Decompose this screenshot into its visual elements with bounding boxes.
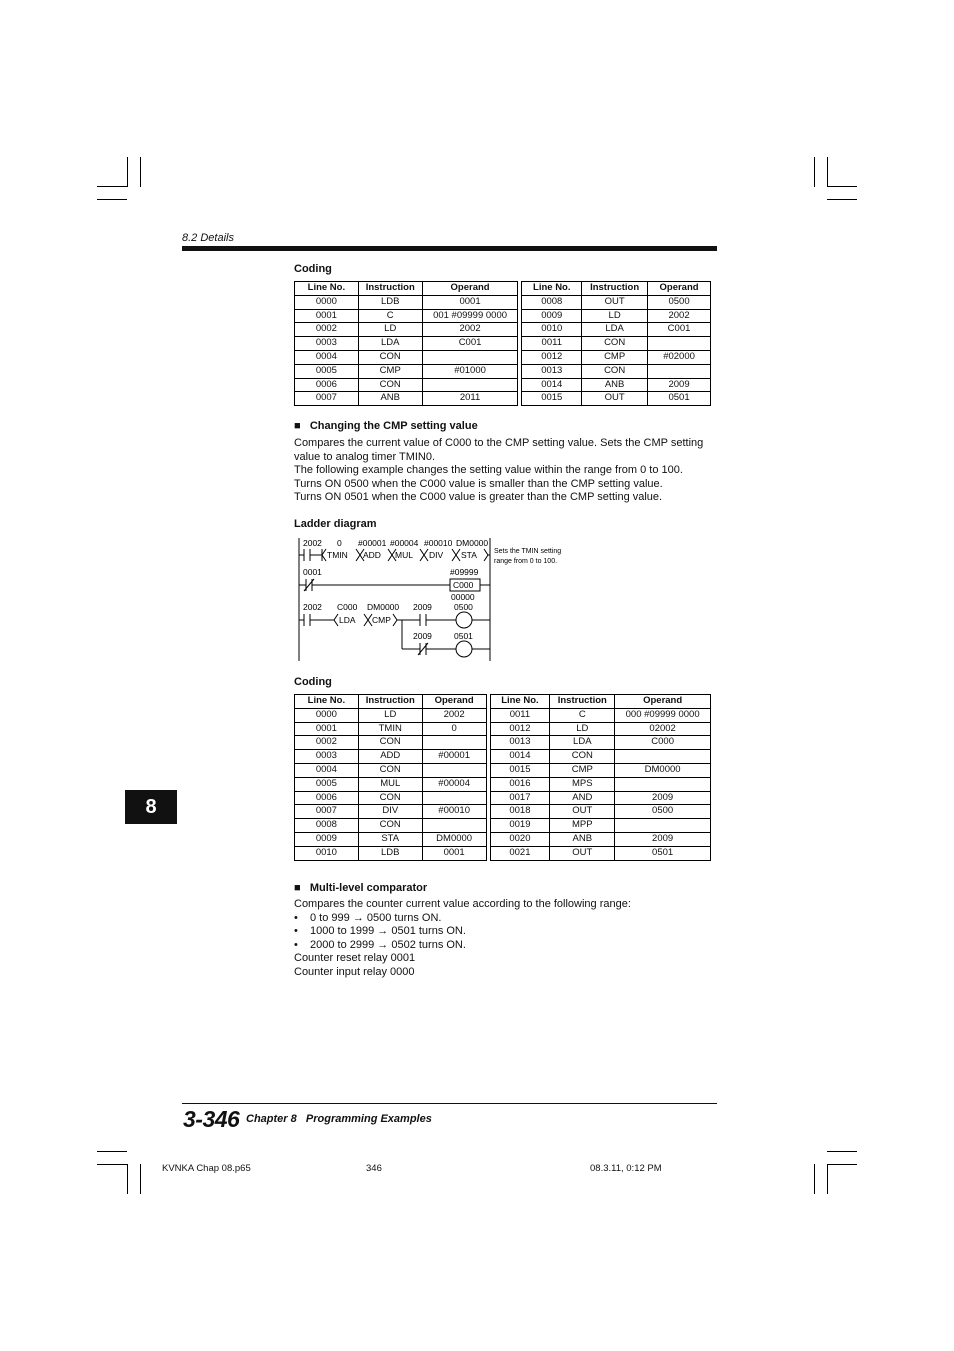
col-header: Line No. bbox=[490, 695, 550, 709]
table-row bbox=[295, 337, 711, 351]
table-cell: LDB bbox=[358, 295, 422, 309]
table-cell: DM0000 bbox=[615, 763, 711, 777]
table-header-row bbox=[295, 695, 711, 709]
table-row bbox=[295, 736, 711, 750]
cmp-description bbox=[294, 437, 703, 505]
ladder-label: C000 bbox=[337, 602, 358, 612]
ladder-label: #00001 bbox=[358, 538, 387, 548]
table-cell: 0000 bbox=[295, 295, 359, 309]
table-cell: CON bbox=[358, 791, 422, 805]
table-cell: #01000 bbox=[422, 364, 518, 378]
table-cell: LD bbox=[358, 708, 422, 722]
coding-title-1: Coding bbox=[294, 263, 332, 275]
table-cell: ANB bbox=[582, 378, 648, 392]
cmp-title-text: Changing the CMP setting value bbox=[309, 420, 478, 432]
table-cell: CON bbox=[358, 378, 422, 392]
table-cell: C000 bbox=[615, 736, 711, 750]
table-cell: CMP bbox=[358, 364, 422, 378]
crop-mark bbox=[97, 1151, 127, 1152]
crop-mark bbox=[97, 186, 127, 187]
col-header: Line No. bbox=[522, 282, 582, 296]
table-cell: 0007 bbox=[295, 805, 359, 819]
bullet-item: • 2000 to 2999 → 0502 turns ON. bbox=[294, 938, 466, 951]
text-line: Turns ON 0500 when the C000 value is smaller than the CMP setting value. bbox=[294, 477, 663, 490]
table-cell: #02000 bbox=[648, 350, 711, 364]
table-cell: 0000 bbox=[295, 708, 359, 722]
ladder-label: 0501 bbox=[454, 631, 473, 641]
table-cell: 0001 bbox=[422, 295, 518, 309]
chapter-title: Chapter 8 Programming Examples bbox=[246, 1113, 432, 1125]
table-row bbox=[295, 777, 711, 791]
ladder-title: Ladder diagram bbox=[294, 518, 377, 530]
col-header: Line No. bbox=[295, 695, 359, 709]
table-cell: 0018 bbox=[490, 805, 550, 819]
col-header: Operand bbox=[422, 282, 518, 296]
crop-mark bbox=[827, 157, 828, 187]
table-row bbox=[295, 323, 711, 337]
coding-table-1 bbox=[294, 281, 711, 406]
header-rule bbox=[182, 246, 717, 251]
table-row bbox=[295, 708, 711, 722]
ladder-note: range from 0 to 100. bbox=[494, 558, 558, 565]
crop-mark bbox=[827, 199, 857, 200]
col-header: Line No. bbox=[295, 282, 359, 296]
slug-page: 346 bbox=[366, 1163, 382, 1174]
table-cell: 0014 bbox=[490, 750, 550, 764]
bullet-item: • 1000 to 1999 → 0501 turns ON. bbox=[294, 925, 466, 938]
table-cell: CON bbox=[358, 736, 422, 750]
multi-section-title: ■ Multi-level comparator bbox=[294, 882, 428, 894]
table-cell bbox=[422, 791, 486, 805]
table-cell: 2009 bbox=[648, 378, 711, 392]
table-cell bbox=[422, 763, 486, 777]
col-header: Instruction bbox=[358, 695, 422, 709]
table-cell: C bbox=[550, 708, 615, 722]
table-cell: MUL bbox=[358, 777, 422, 791]
crop-mark bbox=[140, 157, 141, 187]
ladder-box-label: C000 bbox=[453, 580, 474, 590]
ladder-label: 0 bbox=[337, 538, 342, 548]
table-row bbox=[295, 763, 711, 777]
bullet-text: 2000 to 2999 → 0502 turns ON. bbox=[310, 938, 466, 951]
text-line: The following example changes the setting value within the range from 0 to 100. bbox=[294, 464, 683, 477]
col-header: Instruction bbox=[582, 282, 648, 296]
slug-date: 08.3.11, 0:12 PM bbox=[590, 1163, 662, 1174]
table-row bbox=[295, 832, 711, 846]
text-line: Compares the counter current value according to the following range: bbox=[294, 898, 631, 910]
ladder-box-label: STA bbox=[461, 550, 477, 560]
table-cell: 0010 bbox=[295, 846, 359, 860]
table-cell: CON bbox=[358, 819, 422, 833]
col-header: Instruction bbox=[358, 282, 422, 296]
table-cell: LDB bbox=[358, 846, 422, 860]
table-row bbox=[295, 805, 711, 819]
coil-0501 bbox=[456, 641, 472, 657]
crop-mark bbox=[814, 1164, 815, 1194]
table-row bbox=[295, 791, 711, 805]
ladder-box-label: ADD bbox=[363, 550, 381, 560]
table-cell: 0009 bbox=[295, 832, 359, 846]
crop-mark bbox=[127, 157, 128, 187]
table-cell: 0012 bbox=[522, 350, 582, 364]
table-cell: CON bbox=[582, 364, 648, 378]
table-cell bbox=[422, 350, 518, 364]
table-cell: 0008 bbox=[522, 295, 582, 309]
table-cell: 0004 bbox=[295, 763, 359, 777]
ladder-label: #09999 bbox=[450, 567, 479, 577]
crop-mark bbox=[814, 157, 815, 187]
table-cell: 2011 bbox=[422, 392, 518, 406]
table-header-row bbox=[295, 282, 711, 296]
table-cell: CMP bbox=[550, 763, 615, 777]
bullet-text: 1000 to 1999 → 0501 turns ON. bbox=[310, 925, 466, 938]
table-cell: 0020 bbox=[490, 832, 550, 846]
slug-file: KVNKA Chap 08.p65 bbox=[162, 1163, 251, 1174]
table-cell: LDA bbox=[550, 736, 615, 750]
table-cell: 0003 bbox=[295, 337, 359, 351]
table-cell: 0002 bbox=[295, 736, 359, 750]
ladder-label: 2002 bbox=[303, 538, 322, 548]
table-cell: 0006 bbox=[295, 791, 359, 805]
table-cell: LDA bbox=[358, 337, 422, 351]
table-cell: OUT bbox=[582, 295, 648, 309]
table-cell: C001 bbox=[648, 323, 711, 337]
table-cell: 0501 bbox=[615, 846, 711, 860]
text-line: Compares the current value of C000 to the CMP setting value. Sets the CMP setting bbox=[294, 437, 704, 449]
table-cell: 0012 bbox=[490, 722, 550, 736]
table-cell: TMIN bbox=[358, 722, 422, 736]
table-cell: 0010 bbox=[522, 323, 582, 337]
footer-rule bbox=[182, 1103, 717, 1104]
table-cell: 0005 bbox=[295, 364, 359, 378]
col-header: Operand bbox=[648, 282, 711, 296]
table-cell bbox=[615, 750, 711, 764]
ladder-label: 2009 bbox=[413, 602, 432, 612]
table-cell: DM0000 bbox=[422, 832, 486, 846]
table-cell: ANB bbox=[550, 832, 615, 846]
table-cell: C bbox=[358, 309, 422, 323]
ladder-label: 00000 bbox=[451, 592, 475, 602]
table-cell: #00004 bbox=[422, 777, 486, 791]
table-cell: 0003 bbox=[295, 750, 359, 764]
table-cell: 0011 bbox=[490, 708, 550, 722]
text-line: Turns ON 0501 when the C000 value is greater than the CMP setting value. bbox=[294, 491, 663, 504]
table-cell: 0015 bbox=[490, 763, 550, 777]
table-cell: MPP bbox=[550, 819, 615, 833]
table-cell: LDA bbox=[582, 323, 648, 337]
coding-table-2 bbox=[294, 694, 711, 861]
multi-description bbox=[294, 898, 631, 980]
table-row bbox=[295, 846, 711, 860]
table-cell: 0013 bbox=[490, 736, 550, 750]
table-cell: #00001 bbox=[422, 750, 486, 764]
table-cell: 0001 bbox=[295, 722, 359, 736]
cmp-section-title: ■ Changing the CMP setting value bbox=[294, 420, 478, 432]
col-header: Instruction bbox=[550, 695, 615, 709]
table-cell: #00010 bbox=[422, 805, 486, 819]
table-cell bbox=[615, 777, 711, 791]
table-cell: MPS bbox=[550, 777, 615, 791]
table-cell: LD bbox=[582, 309, 648, 323]
table-cell: 0005 bbox=[295, 777, 359, 791]
table-row bbox=[295, 378, 711, 392]
table-row bbox=[295, 364, 711, 378]
table-cell: 0017 bbox=[490, 791, 550, 805]
table-cell: CON bbox=[550, 750, 615, 764]
ladder-note: Sets the TMIN setting bbox=[494, 548, 562, 555]
ladder-label: #00004 bbox=[390, 538, 419, 548]
table-cell: OUT bbox=[582, 392, 648, 406]
table-cell: 0021 bbox=[490, 846, 550, 860]
table-cell: 0011 bbox=[522, 337, 582, 351]
table-cell: 2009 bbox=[615, 832, 711, 846]
ladder-label: #00010 bbox=[424, 538, 453, 548]
table-cell: 0007 bbox=[295, 392, 359, 406]
table-cell: ADD bbox=[358, 750, 422, 764]
table-row bbox=[295, 350, 711, 364]
bullet-item: • 0 to 999 → 0500 turns ON. bbox=[294, 911, 442, 924]
crop-mark bbox=[827, 1164, 828, 1194]
ladder-diagram bbox=[294, 536, 584, 664]
text-line: Counter reset relay 0001 bbox=[294, 952, 416, 965]
page-number: 3-346 bbox=[183, 1106, 240, 1132]
crop-mark bbox=[97, 1164, 127, 1165]
bullet-text: 0 to 999 → 0500 turns ON. bbox=[310, 911, 442, 924]
table-cell: 001 #09999 0000 bbox=[422, 309, 518, 323]
table-cell bbox=[648, 337, 711, 351]
coil-0500 bbox=[456, 612, 472, 628]
coding-title-2: Coding bbox=[294, 676, 332, 688]
ladder-label: DM0000 bbox=[456, 538, 489, 548]
table-row bbox=[295, 722, 711, 736]
ladder-label: 2002 bbox=[303, 602, 322, 612]
table-cell: DIV bbox=[358, 805, 422, 819]
table-cell: 0500 bbox=[648, 295, 711, 309]
multi-title-text: Multi-level comparator bbox=[309, 882, 428, 894]
ladder-label: 0001 bbox=[303, 567, 322, 577]
table-cell: LD bbox=[358, 323, 422, 337]
ladder-label: 0500 bbox=[454, 602, 473, 612]
section-header: 8.2 Details bbox=[182, 232, 234, 244]
table-cell: 2009 bbox=[615, 791, 711, 805]
table-cell: C001 bbox=[422, 337, 518, 351]
ladder-box-label: MUL bbox=[395, 550, 413, 560]
table-cell: OUT bbox=[550, 805, 615, 819]
crop-mark bbox=[140, 1164, 141, 1194]
table-cell: 2002 bbox=[422, 708, 486, 722]
chapter-tab: 8 bbox=[125, 790, 177, 824]
ladder-label: 2009 bbox=[413, 631, 432, 641]
table-cell: 2002 bbox=[422, 323, 518, 337]
table-cell: 0001 bbox=[422, 846, 486, 860]
table-cell: 0 bbox=[422, 722, 486, 736]
table-cell: CON bbox=[582, 337, 648, 351]
table-cell: 0014 bbox=[522, 378, 582, 392]
table-row bbox=[295, 295, 711, 309]
table-cell: 0015 bbox=[522, 392, 582, 406]
text-line: value to analog timer TMIN0. bbox=[294, 450, 436, 463]
table-cell: STA bbox=[358, 832, 422, 846]
table-row bbox=[295, 750, 711, 764]
table-cell: 0009 bbox=[522, 309, 582, 323]
crop-mark bbox=[827, 1151, 857, 1152]
crop-mark bbox=[97, 199, 127, 200]
ladder-box-label: DIV bbox=[429, 550, 444, 560]
table-cell: 0001 bbox=[295, 309, 359, 323]
text-line: Counter input relay 0000 bbox=[294, 965, 415, 978]
table-cell: 000 #09999 0000 bbox=[615, 708, 711, 722]
crop-mark bbox=[827, 1164, 857, 1165]
crop-mark bbox=[827, 186, 857, 187]
table-cell: 0501 bbox=[648, 392, 711, 406]
table-cell: CMP bbox=[582, 350, 648, 364]
table-cell: 0006 bbox=[295, 378, 359, 392]
table-cell: 0500 bbox=[615, 805, 711, 819]
table-cell: LD bbox=[550, 722, 615, 736]
table-cell: 0013 bbox=[522, 364, 582, 378]
table-cell: CON bbox=[358, 763, 422, 777]
crop-mark bbox=[127, 1164, 128, 1194]
ladder-box-label: TMIN bbox=[327, 550, 348, 560]
table-cell: 0002 bbox=[295, 323, 359, 337]
table-cell bbox=[422, 819, 486, 833]
table-cell bbox=[648, 364, 711, 378]
table-cell: 2002 bbox=[648, 309, 711, 323]
table-cell: OUT bbox=[550, 846, 615, 860]
ladder-label: DM0000 bbox=[367, 602, 400, 612]
table-cell: 0016 bbox=[490, 777, 550, 791]
table-cell: AND bbox=[550, 791, 615, 805]
col-header: Operand bbox=[422, 695, 486, 709]
ladder-box-label: LDA bbox=[339, 615, 356, 625]
col-header: Operand bbox=[615, 695, 711, 709]
table-cell: 0019 bbox=[490, 819, 550, 833]
table-row bbox=[295, 819, 711, 833]
table-cell bbox=[422, 378, 518, 392]
table-cell: 02002 bbox=[615, 722, 711, 736]
table-cell: ANB bbox=[358, 392, 422, 406]
table-row bbox=[295, 309, 711, 323]
table-cell: CON bbox=[358, 350, 422, 364]
ladder-box-label: CMP bbox=[372, 615, 391, 625]
table-cell bbox=[422, 736, 486, 750]
table-cell bbox=[615, 819, 711, 833]
table-cell: 0004 bbox=[295, 350, 359, 364]
table-cell: 0008 bbox=[295, 819, 359, 833]
table-row bbox=[295, 392, 711, 406]
